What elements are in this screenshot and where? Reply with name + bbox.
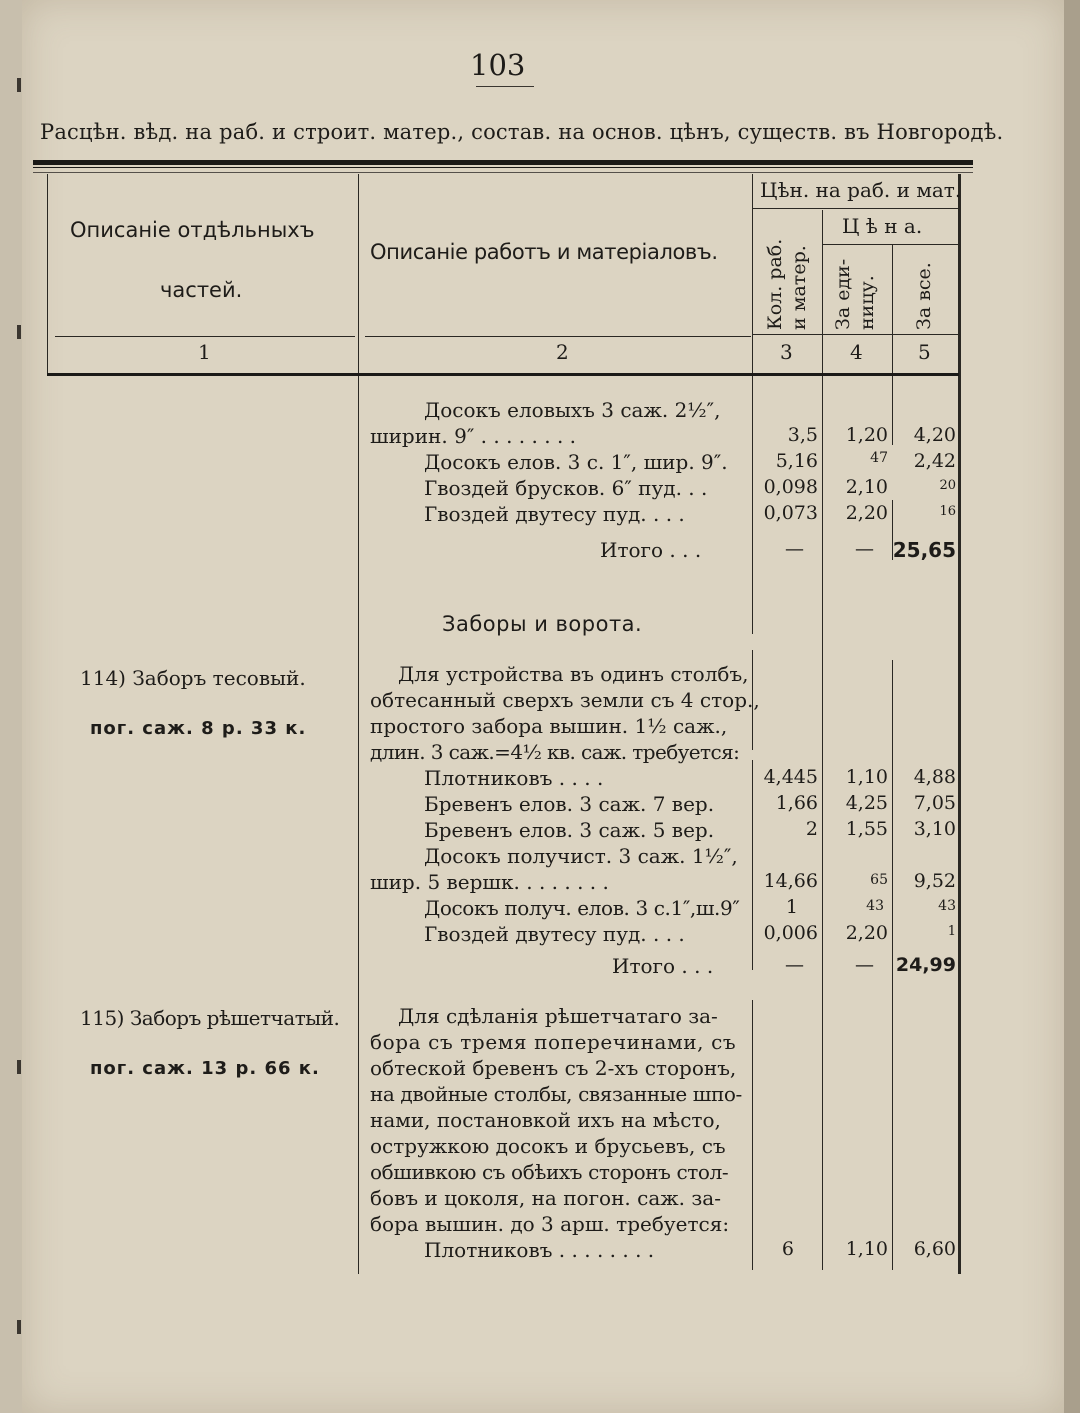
- header-rule-cols345: [752, 334, 958, 335]
- col4-header-line2: ницу.: [856, 275, 878, 330]
- page-number-underline: [476, 86, 534, 87]
- col1-header-line1: Описаніе отдѣльныхъ: [70, 218, 315, 242]
- total-price-value: 1: [947, 924, 956, 939]
- col4-header-line1: За еди-: [832, 258, 854, 330]
- header-bottom-rule: [47, 373, 959, 376]
- unit-price-value: 1,20: [845, 424, 888, 446]
- item-114-price: пог. саж. 8 р. 33 к.: [90, 718, 307, 739]
- col3-header-line1: Кол. раб.: [764, 238, 786, 330]
- item-115-description-line: Для сдѣланія рѣшетчатаго за-: [398, 1004, 718, 1028]
- page-number: 103: [470, 48, 526, 82]
- item-114-total-label: Итого . . .: [612, 954, 714, 978]
- item-114-description-line: длин. 3 саж.=4½ кв. саж. требуется:: [370, 740, 740, 764]
- material-description: шир. 5 вершк. . . . . . . .: [370, 870, 609, 894]
- unit-price-value: 2,10: [845, 476, 888, 498]
- total-price-value: 20: [939, 478, 956, 493]
- item-114-total-value: 24,99: [895, 954, 956, 976]
- price-group-header: Цѣн. на раб. и мат.: [760, 178, 962, 202]
- previous-page-edge: [0, 0, 24, 1413]
- unit-price-value: 1,10: [845, 766, 888, 788]
- price-subgroup-header: Ц ѣ н а.: [842, 214, 923, 238]
- material-description: ширин. 9″ . . . . . . . .: [370, 424, 577, 448]
- column-divider-2-3: [752, 1000, 753, 1270]
- binding-stitch: [17, 1320, 21, 1334]
- quantity-value: 3,5: [787, 424, 818, 446]
- quantity-value: 5,16: [775, 450, 818, 472]
- header-rule-col2: [365, 336, 751, 337]
- material-description: Досокъ еловыхъ 3 саж. 2½″,: [424, 398, 721, 422]
- total-price-value: 4,20: [913, 424, 956, 446]
- col-number-4: 4: [850, 340, 863, 364]
- item-115-description-line: бора съ тремя поперечинами, съ: [370, 1030, 737, 1054]
- material-description: Гвоздей двутесу пуд. . . .: [424, 502, 685, 526]
- quantity-value: 1,66: [775, 792, 818, 814]
- subtotal-qty: —: [785, 538, 804, 560]
- page-shadow-edge: [1064, 0, 1080, 1413]
- item-115-description-line: бовъ и цоколя, на погон. саж. за-: [370, 1186, 721, 1210]
- quantity-value: 6: [781, 1238, 794, 1260]
- col3-header-line2: и матер.: [788, 245, 810, 330]
- item-114-total-qty: —: [785, 954, 804, 976]
- binding-stitch: [17, 325, 21, 339]
- material-description: Досокъ получист. 3 саж. 1½″,: [424, 844, 738, 868]
- unit-price-value: 47: [870, 450, 888, 466]
- total-price-value: 4,88: [913, 766, 956, 788]
- material-description: Гвоздей двутесу пуд. . . .: [424, 922, 685, 946]
- material-description: Бревенъ елов. 3 саж. 5 вер.: [424, 818, 715, 842]
- col-number-5: 5: [918, 340, 931, 364]
- column-divider-1-2: [358, 174, 359, 1274]
- total-price-value: 2,42: [913, 450, 956, 472]
- quantity-value: 4,445: [763, 766, 818, 788]
- column-divider-2-3: [752, 174, 753, 634]
- group-header-rule: [752, 208, 958, 209]
- header-thin-rule: [33, 167, 973, 168]
- column-divider-4-5: [892, 245, 893, 445]
- item-115-price: пог. саж. 13 р. 66 к.: [90, 1058, 320, 1079]
- unit-price-value: 65: [870, 872, 888, 888]
- unit-price-value: 4,25: [845, 792, 888, 814]
- item-114-description-line: обтесанный сверхъ земли съ 4 стор.,: [370, 688, 760, 712]
- quantity-value: 0,098: [763, 476, 818, 498]
- quantity-value: 0,006: [763, 922, 818, 944]
- unit-price-value: 1,55: [845, 818, 888, 840]
- item-114-description-line: Для устройства въ одинъ столбъ,: [398, 662, 749, 686]
- material-description: Досокъ получ. елов. 3 с.1″,ш.9″: [424, 896, 740, 920]
- quantity-value: 1: [785, 896, 798, 918]
- material-description: Досокъ елов. 3 с. 1″, шир. 9″.: [424, 450, 728, 474]
- unit-price-value: 2,20: [845, 922, 888, 944]
- item-115-description-line: обшивкою съ обѣихъ сторонъ стол-: [370, 1160, 729, 1184]
- total-price-value: 7,05: [913, 792, 956, 814]
- column-divider-4-5: [892, 660, 893, 1270]
- material-description: Гвоздей брусков. 6″ пуд. . .: [424, 476, 708, 500]
- item-115-title: 115) Заборъ рѣшетчатый.: [80, 1006, 340, 1030]
- item-115-description-line: обтеской бревенъ съ 2-хъ сторонъ,: [370, 1056, 737, 1080]
- column-divider-3-4: [822, 210, 823, 1270]
- col-number-3: 3: [780, 340, 793, 364]
- running-header: Расцѣн. вѣд. на раб. и строит. матер., состав. на основ. цѣнъ, существ. въ Новгородѣ.: [40, 120, 1004, 144]
- unit-price-value: 2,20: [845, 502, 888, 524]
- item-115-description-line: бора вышин. до 3 арш. требуется:: [370, 1212, 730, 1236]
- total-price-value: 9,52: [913, 870, 956, 892]
- binding-stitch: [17, 1060, 21, 1074]
- total-price-value: 3,10: [913, 818, 956, 840]
- section-title: Заборы и ворота.: [442, 612, 643, 636]
- material-description: Бревенъ елов. 3 саж. 7 вер.: [424, 792, 715, 816]
- col-number-1: 1: [198, 340, 211, 364]
- table-border-left: [47, 174, 48, 374]
- subtotal-label: Итого . . .: [600, 538, 702, 562]
- item-115-description-line: остружкою досокъ и брусьевъ, съ: [370, 1134, 726, 1158]
- col5-header: За все.: [913, 262, 935, 330]
- header-thin-rule: [33, 172, 973, 173]
- binding-stitch: [17, 78, 21, 92]
- header-thick-rule: [33, 160, 973, 165]
- item-115-description-line: на двойные столбы, связанные шпо-: [370, 1082, 742, 1106]
- total-price-value: 43: [938, 898, 956, 914]
- unit-price-value: 1,10: [845, 1238, 888, 1260]
- material-description: Плотниковъ . . . . . . . .: [424, 1238, 655, 1262]
- col1-header-line2: частей.: [160, 278, 243, 302]
- table-border-right: [958, 174, 961, 1274]
- column-divider-2-3: [752, 760, 753, 970]
- item-115-description-line: нами, постановкой ихъ на мѣсто,: [370, 1108, 721, 1132]
- item-114-total-unit: —: [855, 954, 874, 976]
- unit-price-value: 43: [866, 898, 884, 914]
- item-114-description-line: простого забора вышин. 1½ саж.,: [370, 714, 728, 738]
- col-number-2: 2: [556, 340, 569, 364]
- item-114-title: 114) Заборъ тесовый.: [80, 666, 306, 690]
- subtotal-unit: —: [855, 538, 874, 560]
- quantity-value: 14,66: [763, 870, 818, 892]
- quantity-value: 2: [805, 818, 818, 840]
- total-price-value: 16: [939, 504, 956, 519]
- subgroup-header-rule: [822, 244, 958, 245]
- col2-header: Описаніе работъ и матеріаловъ.: [370, 240, 718, 264]
- total-price-value: 6,60: [913, 1238, 956, 1260]
- quantity-value: 0,073: [763, 502, 818, 524]
- material-description: Плотниковъ . . . .: [424, 766, 604, 790]
- subtotal-value: 25,65: [892, 538, 956, 562]
- header-rule-col1: [55, 336, 355, 337]
